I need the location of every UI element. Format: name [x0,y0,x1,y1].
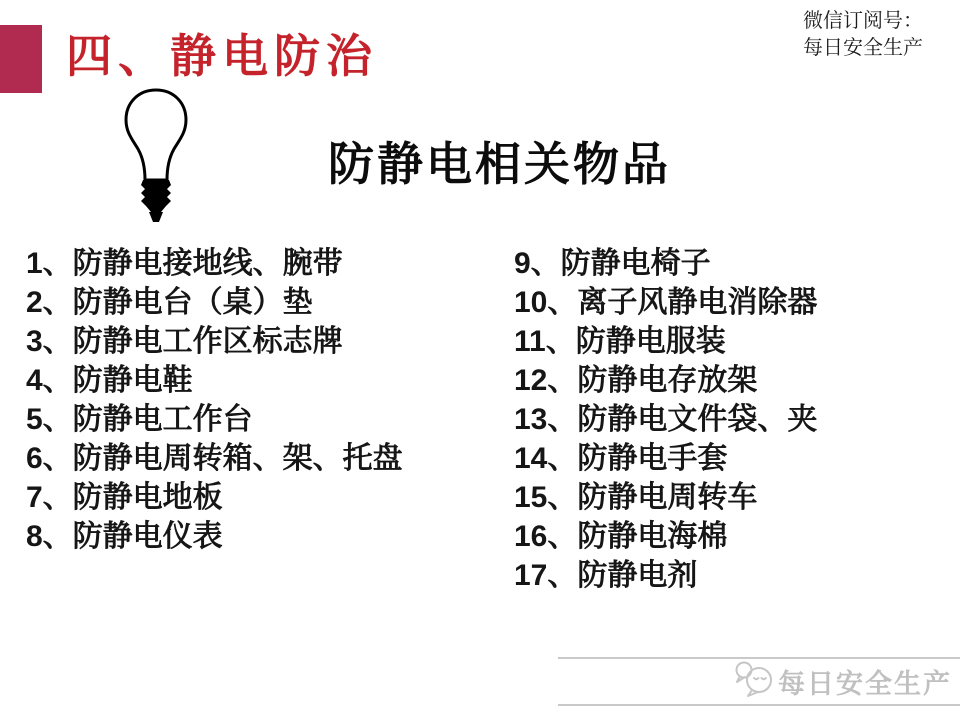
list-item: 13、防静电文件袋、夹 [514,403,818,436]
list-item: 6、防静电周转箱、架、托盘 [26,442,403,475]
watermark-text: 每日安全生产 [778,669,952,699]
wechat-logo-icon [733,659,775,699]
right-item-list [514,244,817,595]
list-item: 17、防静电剂 [514,559,698,592]
list-item: 4、防静电鞋 [26,364,193,397]
list-item: 2、防静电台（桌）垫 [26,286,313,319]
list-item: 11、防静电服装 [514,325,726,358]
list-item: 10、离子风静电消除器 [514,286,818,319]
wechat-subscription-label: 微信订阅号： [803,10,923,32]
light-bulb-icon [121,88,191,224]
list-item: 8、防静电仪表 [26,520,223,553]
list-item: 9、防静电椅子 [514,247,711,280]
slide-title: 四、静电防治 [66,30,378,82]
list-item: 1、防静电接地线、腕带 [26,247,343,280]
wechat-subscription-info [803,8,923,62]
left-item-list [26,244,403,556]
list-item: 16、防静电海棉 [514,520,728,553]
list-item: 14、防静电手套 [514,442,728,475]
list-item: 15、防静电周转车 [514,481,758,514]
list-item: 12、防静电存放架 [514,364,758,397]
page-title: 防静电相关物品 [328,138,671,190]
list-item: 3、防静电工作区标志牌 [26,325,343,358]
wechat-subscription-name: 每日安全生产 [803,37,923,59]
footer-divider-bottom [558,704,960,706]
list-item: 7、防静电地板 [26,481,223,514]
list-item: 5、防静电工作台 [26,403,253,436]
accent-square [0,25,42,93]
